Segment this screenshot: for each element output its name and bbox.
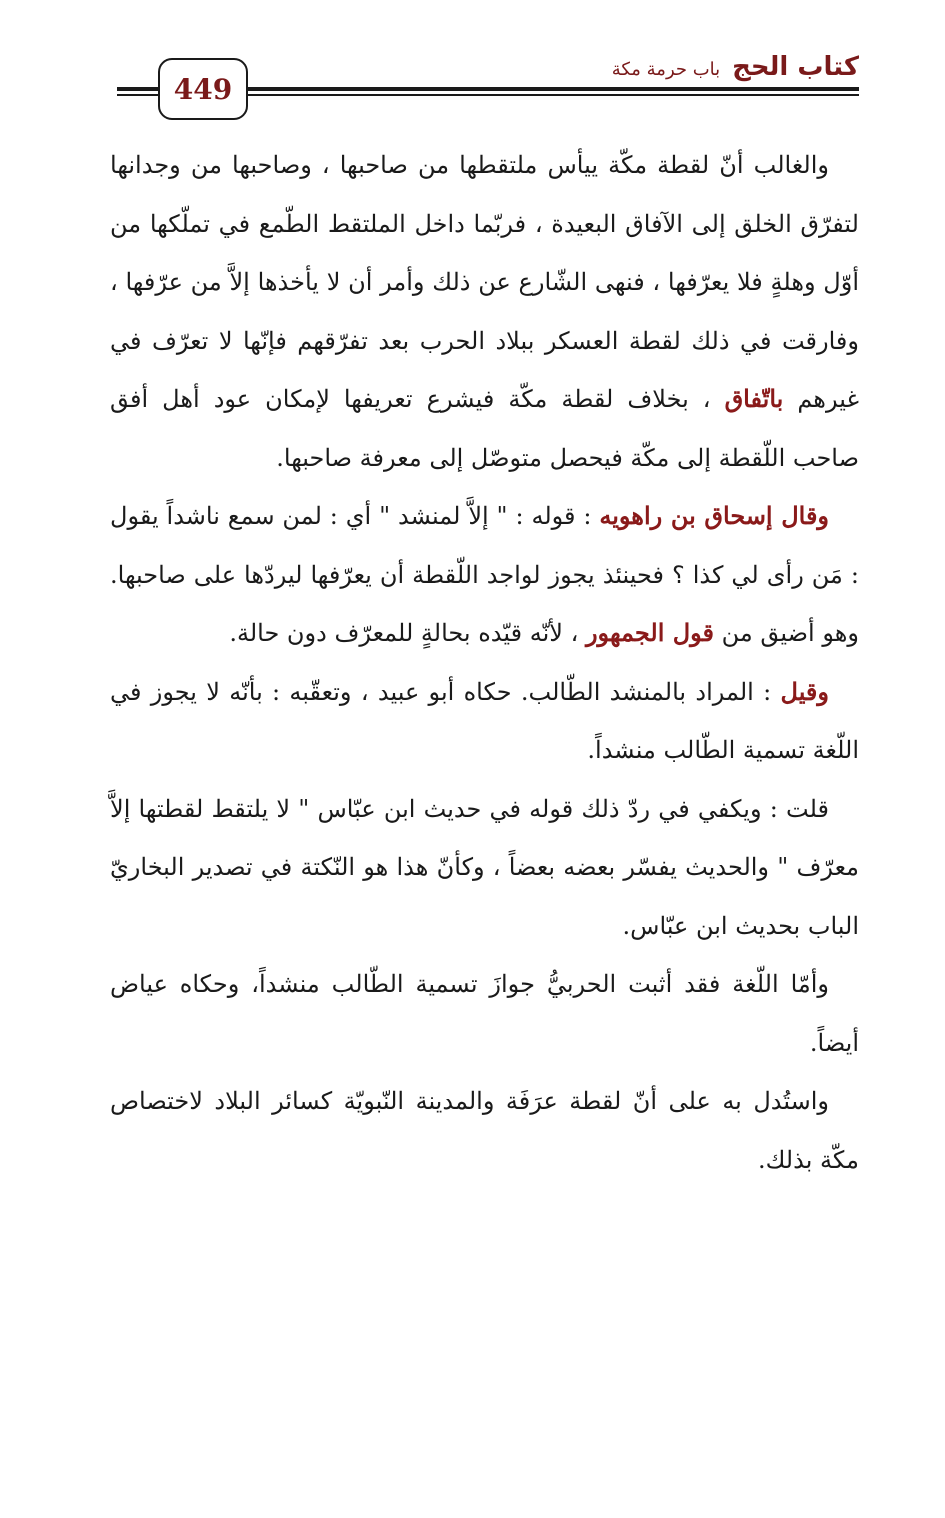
body-text <box>110 136 859 1189</box>
text-segment: وأمّا اللّغة فقد أثبت الحربيُّ جوازَ تسمية الطّالب منشداً، وحكاه عياض أيضاً. <box>110 970 859 1057</box>
paragraph-2 <box>110 487 859 663</box>
page-header <box>0 0 945 130</box>
running-head <box>612 52 859 86</box>
paragraph-1 <box>110 136 859 487</box>
text-segment: ، بخلاف لقطة مكّة فيشرع تعريفها لإمكان عود أهل أفق صاحب اللّقطة إلى مكّة فيحصل متوصّل إلى معرفة صاحبها. <box>110 385 859 472</box>
highlighted-term: باتّفاق <box>724 384 784 413</box>
text-segment: : قوله : " إلاَّ لمنشد " أي : لمن سمع ناشداً يقول : مَن رأى لي كذا ؟ فحينئذ يجوز لواجد اللّقطة أن يعرّفها ليردّها على صاحبها. وهو أضيق من <box>110 502 859 647</box>
text-segment: والغالب أنّ لقطة مكّة ييأس ملتقطها من صاحبها ، وصاحبها من وجدانها لتفرّق الخلق إلى الآفاق البعيدة ، فربّما داخل الملتقط الطّمع في تملّكها من أوّل وهلةٍ فلا يعرّفها ، فنهى الشّارع عن ذلك وأمر أن لا يأخذها إلاَّ من عرّفها ، وفارقت في ذلك لقطة العسكر ببلاد الحرب بعد تفرّقهم فإنّها لا تعرّف في غيرهم <box>110 151 860 413</box>
paragraph-5 <box>110 955 859 1072</box>
page-number: 449 <box>158 58 248 120</box>
text-segment: واستُدل به على أنّ لقطة عرَفَة والمدينة النّبويّة كسائر البلاد لاختصاص مكّة بذلك. <box>110 1087 859 1174</box>
text-segment: ، لأنّه قيّده بحالةٍ للمعرّف دون حالة. <box>229 619 586 647</box>
paragraph-6 <box>110 1072 859 1189</box>
paragraph-4 <box>110 780 859 956</box>
paragraph-3 <box>110 663 859 780</box>
book-title: كتاب الحج <box>732 52 859 82</box>
highlighted-term: وقيل <box>780 676 829 706</box>
highlighted-term: قول الجمهور <box>585 618 715 647</box>
text-segment: : المراد بالمنشد الطّالب. حكاه أبو عبيد ، وتعقّبه : بأنّه لا يجوز في اللّغة تسمية الطّالب منشداً. <box>110 677 859 764</box>
highlighted-term: وقال إسحاق بن راهويه <box>599 501 830 530</box>
text-segment: قلت : ويكفي في ردّ ذلك قوله في حديث ابن عبّاس " لا يلتقط لقطتها إلاَّ معرّف " والحديث يفسّر بعضه بعضاً ، وكأنّ هذا هو النّكتة في تصدير البخاريّ الباب بحديث ابن عبّاس. <box>110 794 859 940</box>
chapter-title: باب حرمة مكة <box>611 59 721 80</box>
